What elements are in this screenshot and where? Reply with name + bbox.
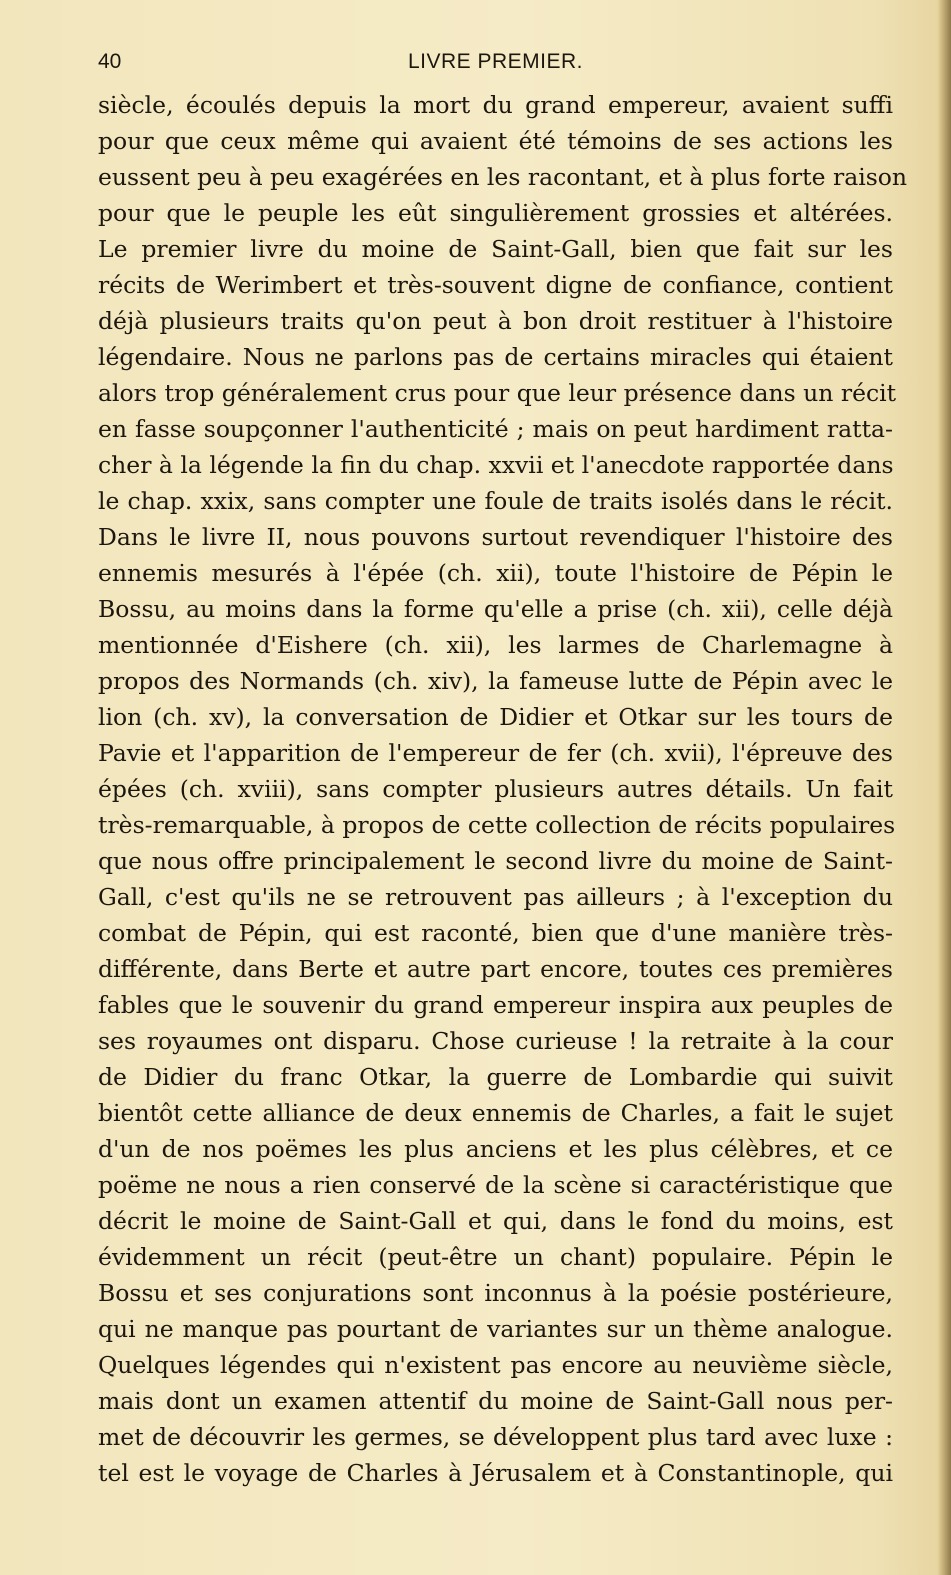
- page-number: 40: [98, 50, 122, 73]
- running-head: LIVRE PREMIER.: [407, 50, 584, 73]
- text-line: propos des Normands (ch. xiv), la fameuse lutte de Pépin avec le: [98, 667, 893, 695]
- text-line: lion (ch. xv), la conversation de Didier et Otkar sur les tours de: [98, 703, 893, 731]
- text-line: Gall, c'est qu'ils ne se retrouvent pas ailleurs ; à l'exception du: [98, 883, 893, 911]
- text-line: fables que le souvenir du grand empereur inspira aux peuples de: [98, 991, 893, 1019]
- text-line: tel est le voyage de Charles à Jérusalem et à Constantinople, qui: [98, 1459, 893, 1487]
- text-line: eussent peu à peu exagérées en les racontant, et à plus forte raison: [98, 163, 908, 191]
- text-line: pour que ceux même qui avaient été témoins de ses actions les: [98, 127, 893, 155]
- text-line: de Didier du franc Otkar, la guerre de Lombardie qui suivit: [98, 1063, 893, 1091]
- text-line: ses royaumes ont disparu. Chose curieuse ! la retraite à la cour: [98, 1027, 893, 1055]
- text-line: d'un de nos poëmes les plus anciens et les plus célèbres, et ce: [98, 1135, 893, 1163]
- text-line: en fasse soupçonner l'authenticité ; mais on peut hardiment ratta-: [98, 415, 893, 443]
- text-line: pour que le peuple les eût singulièrement grossies et altérées.: [98, 199, 893, 227]
- text-line: le chap. xxix, sans compter une foule de traits isolés dans le récit.: [98, 487, 893, 515]
- text-line: récits de Werimbert et très-souvent digne de confiance, contient: [98, 271, 893, 299]
- text-line: Quelques légendes qui n'existent pas encore au neuvième siècle,: [98, 1351, 893, 1379]
- text-line: combat de Pépin, qui est raconté, bien que d'une manière très-: [98, 919, 893, 947]
- text-line: différente, dans Berte et autre part encore, toutes ces premières: [98, 955, 893, 983]
- page-header: [98, 46, 893, 86]
- text-line: mentionnée d'Eishere (ch. xii), les larmes de Charlemagne à: [98, 631, 893, 659]
- text-line: décrit le moine de Saint-Gall et qui, dans le fond du moins, est: [98, 1207, 893, 1235]
- text-line: Bossu, au moins dans la forme qu'elle a prise (ch. xii), celle déjà: [98, 595, 893, 623]
- body-text: [98, 87, 908, 1491]
- text-line: alors trop généralement crus pour que leur présence dans un récit: [98, 379, 897, 407]
- text-line: épées (ch. xviii), sans compter plusieurs autres détails. Un fait: [98, 775, 893, 803]
- text-line: qui ne manque pas pourtant de variantes sur un thème analogue.: [98, 1315, 893, 1343]
- text-line: Pavie et l'apparition de l'empereur de fer (ch. xvii), l'épreuve des: [98, 739, 893, 767]
- text-line: siècle, écoulés depuis la mort du grand empereur, avaient suffi: [98, 91, 893, 119]
- text-line: Le premier livre du moine de Saint-Gall, bien que fait sur les: [98, 235, 893, 263]
- text-line: cher à la légende la fin du chap. xxvii et l'anecdote rapportée dans: [98, 451, 894, 479]
- text-line: poëme ne nous a rien conservé de la scène si caractéristique que: [98, 1171, 893, 1199]
- text-line: évidemment un récit (peut-être un chant) populaire. Pépin le: [98, 1243, 893, 1271]
- page-edge: [937, 0, 951, 1575]
- text-line: Dans le livre II, nous pouvons surtout revendiquer l'histoire des: [98, 523, 893, 551]
- text-line: mais dont un examen attentif du moine de Saint-Gall nous per-: [98, 1387, 893, 1415]
- text-line: très-remarquable, à propos de cette collection de récits populaires: [98, 811, 896, 839]
- text-line: déjà plusieurs traits qu'on peut à bon droit restituer à l'histoire: [98, 307, 893, 335]
- text-line: met de découvrir les germes, se développent plus tard avec luxe :: [98, 1423, 893, 1451]
- text-line: bientôt cette alliance de deux ennemis de Charles, a fait le sujet: [98, 1099, 893, 1127]
- text-line: Bossu et ses conjurations sont inconnus à la poésie postérieure,: [98, 1279, 893, 1307]
- text-line: que nous offre principalement le second livre du moine de Saint-: [98, 847, 893, 875]
- text-line: légendaire. Nous ne parlons pas de certains miracles qui étaient: [98, 343, 893, 371]
- text-line: ennemis mesurés à l'épée (ch. xii), toute l'histoire de Pépin le: [98, 559, 893, 587]
